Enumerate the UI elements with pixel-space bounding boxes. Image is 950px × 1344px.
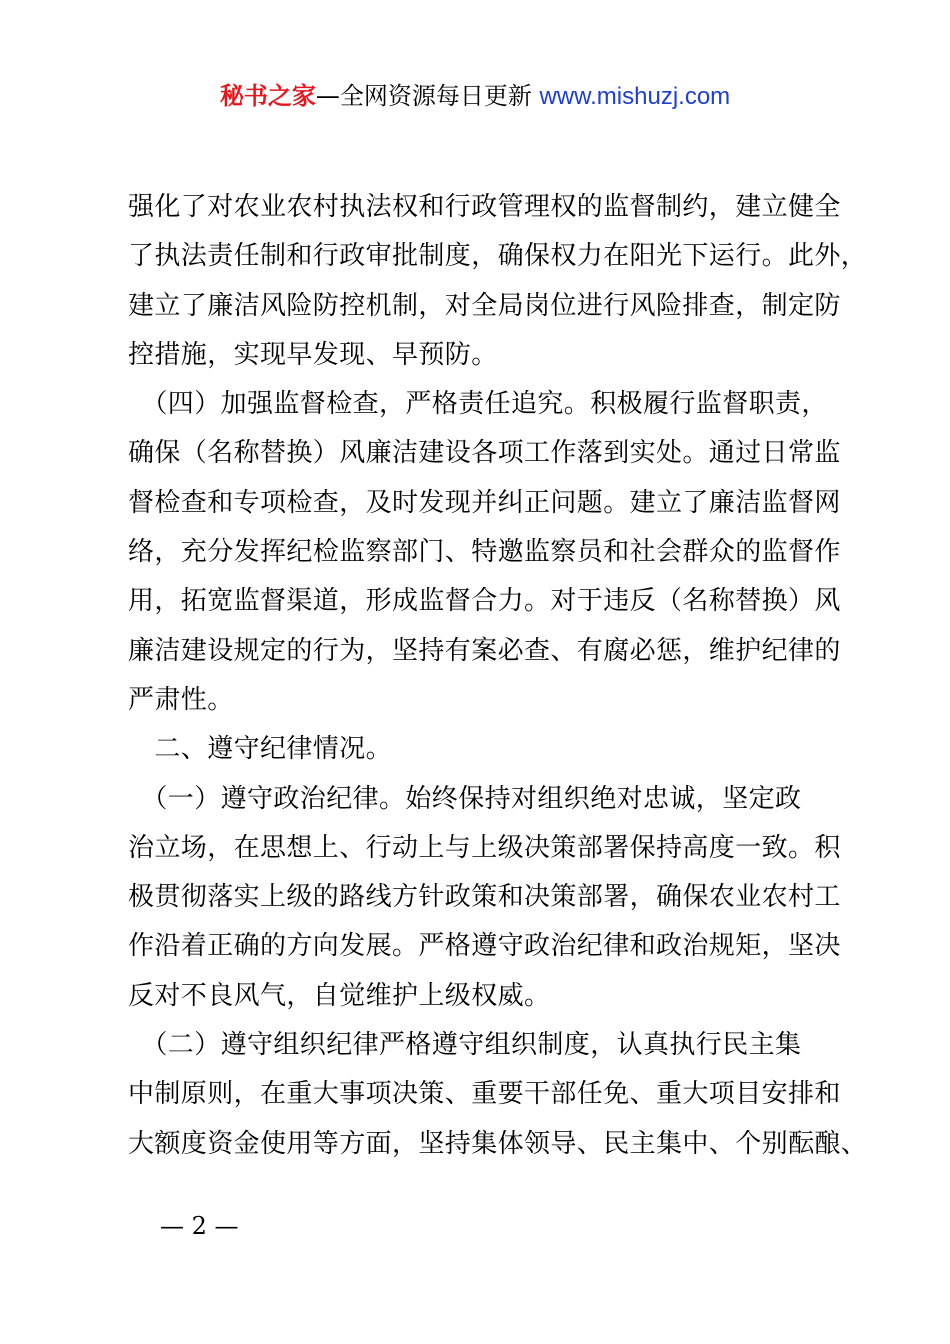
section-heading: 二、遵守纪律情况。: [128, 734, 393, 765]
text-line: 强化了对农业农村执法权和行政管理权的监督制约，建立健全: [128, 192, 841, 222]
brand-name: 秘书之家: [219, 82, 316, 110]
document-body: [128, 183, 868, 1169]
text-line: 治立场，在思想上、行动上与上级决策部署保持高度一致。积: [128, 832, 841, 863]
text-line: 严肃性。: [128, 684, 234, 715]
text-line: 控措施，实现早发现、早预防。: [128, 339, 498, 370]
text-line: 中制原则，在重大事项决策、重要干部任免、重大项目安排和: [128, 1079, 841, 1110]
header-tagline: —全网资源每日更新: [315, 82, 532, 110]
text-line: 极贯彻落实上级的路线方针政策和决策部署，确保农业农村工: [128, 882, 841, 913]
text-line: 用，拓宽监督渠道，形成监督合力。对于违反（名称替换）风: [128, 586, 841, 617]
text-line: 督检查和专项检查，及时发现并纠正问题。建立了廉洁监督网: [128, 487, 841, 518]
text-line: 了执法责任制和行政审批制度，确保权力在阳光下运行。此外，: [128, 241, 868, 272]
text-line: 络，充分发挥纪检监察部门、特邀监察员和社会群众的监督作: [128, 537, 841, 568]
text-line: （四）加强监督检查，严格责任追究。积极履行监督职责，: [128, 389, 828, 420]
text-line: 作沿着正确的方向发展。严格遵守政治纪律和政治规矩，坚决: [128, 931, 841, 962]
page-number: — 2 —: [160, 1212, 239, 1240]
text-line: （二）遵守组织纪律严格遵守组织制度，认真执行民主集: [128, 1030, 802, 1061]
text-line: 确保（名称替换）风廉洁建设各项工作落到实处。通过日常监: [128, 438, 841, 469]
text-line: 廉洁建设规定的行为，坚持有案必查、有腐必惩，维护纪律的: [128, 635, 841, 666]
text-line: 反对不良风气，自觉维护上级权威。: [128, 980, 551, 1011]
text-line: 大额度资金使用等方面，坚持集体领导、民主集中、个别酝酿、: [128, 1128, 868, 1159]
site-header: [0, 80, 950, 113]
text-line: 建立了廉洁风险防控机制，对全局岗位进行风险排查，制定防: [128, 290, 841, 321]
text-line: （一）遵守政治纪律。始终保持对组织绝对忠诚，坚定政: [128, 783, 802, 814]
site-url-link[interactable]: www.mishuzj.com: [539, 83, 731, 110]
